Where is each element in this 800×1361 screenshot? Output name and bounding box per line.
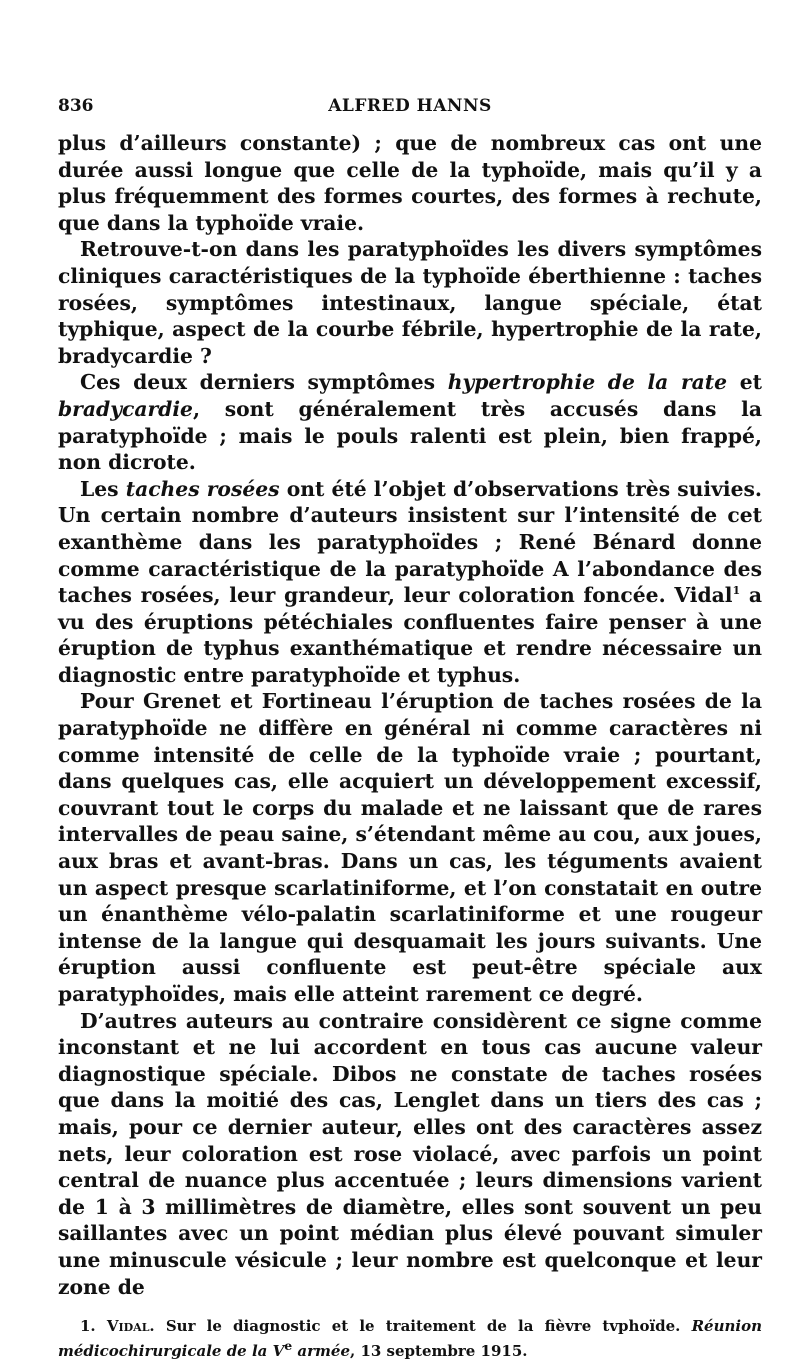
footnote-superscript: e: [284, 1338, 293, 1354]
paragraph-3-text-c: , sont généralement très accusés dans la paratyphoïde ; mais le pouls ralenti est plein, bien frappé, non dicrote.: [58, 396, 762, 475]
footnote-author: Vidal.: [106, 1317, 155, 1336]
footnote-reference[interactable]: 1: [732, 584, 741, 598]
paragraph-5: Pour Grenet et Fortineau l’éruption de taches rosées de la paratyphoïde ne diffère en général ni comme caractères ni comme intensité de celle de la typhoïde vraie ; pourtant, dans quelques cas, elle acquiert un développement excessif, couvrant tout le corps du malade et ne laissant que de rares intervalles de peau saine, s’étendant même au cou, aux joues, aux bras et avant-bras. Dans un cas, les téguments avaient un aspect presque scarlatiniforme, et l’on constatait en outre un énanthème vélo-palatin scarlatiniforme et une rougeur intense de la langue qui desquamait les jours suivants. Une éruption aussi confluente est peut-être spéciale aux paratyphoïdes, mais elle atteint rarement ce degré.: [58, 689, 762, 1006]
paragraph-3-text-a: Ces deux derniers symptômes: [80, 370, 448, 395]
running-header: [58, 96, 762, 130]
paragraph-3: [58, 369, 762, 475]
paragraph-4-text-c: a vu des éruptions pétéchiales confluentes faire penser à une éruption de typhus exanthématique et rendre nécessaire un diagnostic entre paratyphoïde et typhus.: [58, 583, 762, 687]
paragraph-4-italic-taches: taches rosées: [125, 476, 280, 501]
paragraph-3-italic-rate: hypertrophie de la rate: [447, 370, 728, 395]
footnote-italic-tail: armée: [292, 1342, 350, 1361]
footnote-number: 1.: [80, 1317, 96, 1336]
paragraph-4-text-b: ont été l’objet d’observations très suivies. Un certain nombre d’auteurs insistent sur l’intensité de cet exanthème dans les paratyphoïdes ; René Bénard donne comme caractéristique de la paratyphoïde A l’abondance des taches rosées, leur grandeur, leur coloration foncée. Vidal: [58, 476, 762, 608]
paragraph-3-italic-bradycardie: bradycardie: [58, 396, 193, 421]
paragraph-2: Retrouve-t-on dans les paratyphoïdes les divers symptômes cliniques caractéristiques de la typhoïde éberthienne : taches rosées, symptômes intestinaux, langue spéciale, état typhique, aspect de la courbe fébrile, hypertrophie de la rate, bradycardie ?: [58, 237, 762, 368]
paragraph-3-text-b: et: [727, 370, 762, 395]
body-text: [58, 130, 762, 1300]
paragraph-1: plus d’ailleurs constante) ; que de nombreux cas ont une durée aussi longue que celle de la typhoïde, mais qu’il y a plus fréquemment des formes courtes, des formes à rechute, que dans la typhoïde vraie.: [58, 131, 762, 235]
footnote: [58, 1316, 762, 1361]
page-number: 836: [58, 96, 94, 116]
footnote-text: Sur le diagnostic et le traitement de la fièvre tvphoïde.: [154, 1317, 692, 1336]
footnote-date: , 13 septembre 1915.: [350, 1342, 528, 1361]
document-page: [58, 96, 762, 1361]
footnote-italic-source: Réunion médicochirurgicale de la V: [58, 1317, 762, 1361]
running-title: ALFRED HANNS: [328, 96, 492, 116]
paragraph-4-text-a: Les: [80, 476, 126, 501]
paragraph-4: [58, 476, 762, 689]
paragraph-6: D’autres auteurs au contraire considèrent ce signe comme inconstant et ne lui accordent en tous cas aucune valeur diagnostique spéciale. Dibos ne constate de taches rosées que dans la moitié des cas, Lenglet dans un tiers des cas ; mais, pour ce dernier auteur, elles ont des caractères assez nets, leur coloration est rose violacé, avec parfois un point central de nuance plus accentuée ; leurs dimensions varient de 1 à 3 millimètres de diamètre, elles sont souvent un peu saillantes avec un point médian plus élevé pouvant simuler une minuscule vésicule ; leur nombre est quelconque et leur zone de: [58, 1008, 762, 1299]
